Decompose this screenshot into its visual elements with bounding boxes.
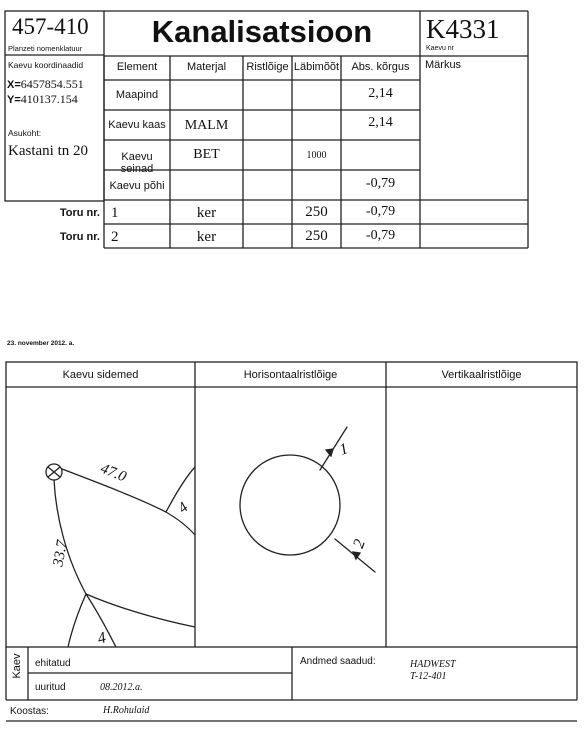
panel-title-connections: Kaevu sidemed <box>62 369 139 381</box>
coord-x <box>7 77 84 92</box>
kaev-label: Kaev <box>11 653 23 679</box>
surveyed-value: 08.2012.a. <box>100 682 143 693</box>
hand-label: 47.0 <box>98 460 129 486</box>
pipe-height: -0,79 <box>365 228 396 243</box>
pipe-number: 1 <box>111 205 119 221</box>
row-material: MALM <box>184 118 229 133</box>
row-element: Maapind <box>115 89 159 101</box>
page-title: Kanalisatsioon <box>151 14 373 49</box>
hand-label: 4 <box>175 499 192 517</box>
location-value: Kastani tn 20 <box>8 143 88 159</box>
hand-label: 1 <box>337 440 351 459</box>
row-material: BET <box>193 147 220 162</box>
pipe-material: ker <box>196 205 217 221</box>
document-date: 23. november 2012. a. <box>7 340 75 347</box>
location-label: Asukoht: <box>8 128 42 138</box>
row-height: 2,14 <box>368 115 393 130</box>
pipe-number: 2 <box>111 229 119 245</box>
pipe-line <box>68 594 86 647</box>
hand-label: 2 <box>350 537 369 551</box>
source-line2: T-12-401 <box>410 671 447 682</box>
pipe-diameter: 250 <box>305 228 328 244</box>
coord-y-label: Y= <box>7 94 21 106</box>
col-header-height: Abs. kõrgus <box>351 61 410 73</box>
pipe-diameter: 250 <box>305 204 328 220</box>
row-element: Kaevu seinad <box>120 151 154 175</box>
pipe-height: -0,79 <box>365 204 396 219</box>
coord-x-label: X= <box>7 79 21 91</box>
panel-title-vertical: Vertikaalristlõige <box>441 369 522 381</box>
col-header-cross-section: Ristlõige <box>246 61 289 73</box>
pipe-line <box>62 469 195 535</box>
author-value: H.Rohulaid <box>103 705 150 716</box>
row-height: -0,79 <box>365 176 396 191</box>
row-element: Kaevu põhi <box>109 180 165 192</box>
hand-label: 4 <box>95 629 108 648</box>
sheet-number: 457-410 <box>12 14 89 39</box>
notes-header: Märkus <box>425 59 462 71</box>
coord-x-value: 6457854.551 <box>20 77 84 91</box>
sheet-number-label: Planzeti nomenklatuur <box>8 44 83 53</box>
connections-sketch <box>6 387 195 647</box>
row-element: Kaevu kaas <box>108 119 166 131</box>
horizontal-sketch <box>195 387 386 647</box>
row-diameter: 1000 <box>306 150 327 161</box>
pipe-material: ker <box>196 229 217 245</box>
surveyed-label: uuritud <box>35 682 66 693</box>
pipe-label: Toru nr. <box>59 207 100 219</box>
well-number: K4331 <box>426 14 500 44</box>
pipe-label: Toru nr. <box>59 231 100 243</box>
author-label: Koostas: <box>10 706 49 717</box>
well-circle <box>240 455 340 555</box>
coord-y <box>7 92 78 107</box>
col-header-element: Element <box>116 61 158 73</box>
col-header-diameter: Läbimõõt <box>293 61 340 73</box>
hand-label: 33.7 <box>50 539 71 568</box>
source-label: Andmed saadud: <box>300 656 376 667</box>
well-number-label: Kaevu nr <box>426 45 455 52</box>
row-height: 2,14 <box>368 86 393 101</box>
panel-title-horizontal: Horisontaalristlõige <box>243 369 338 381</box>
col-header-material: Materjal <box>186 61 227 73</box>
source-line1: HADWEST <box>410 659 456 670</box>
coord-y-value: 410137.154 <box>20 92 78 106</box>
coords-label: Kaevu koordinaadid <box>8 60 84 70</box>
built-label: ehitatud <box>35 658 71 669</box>
